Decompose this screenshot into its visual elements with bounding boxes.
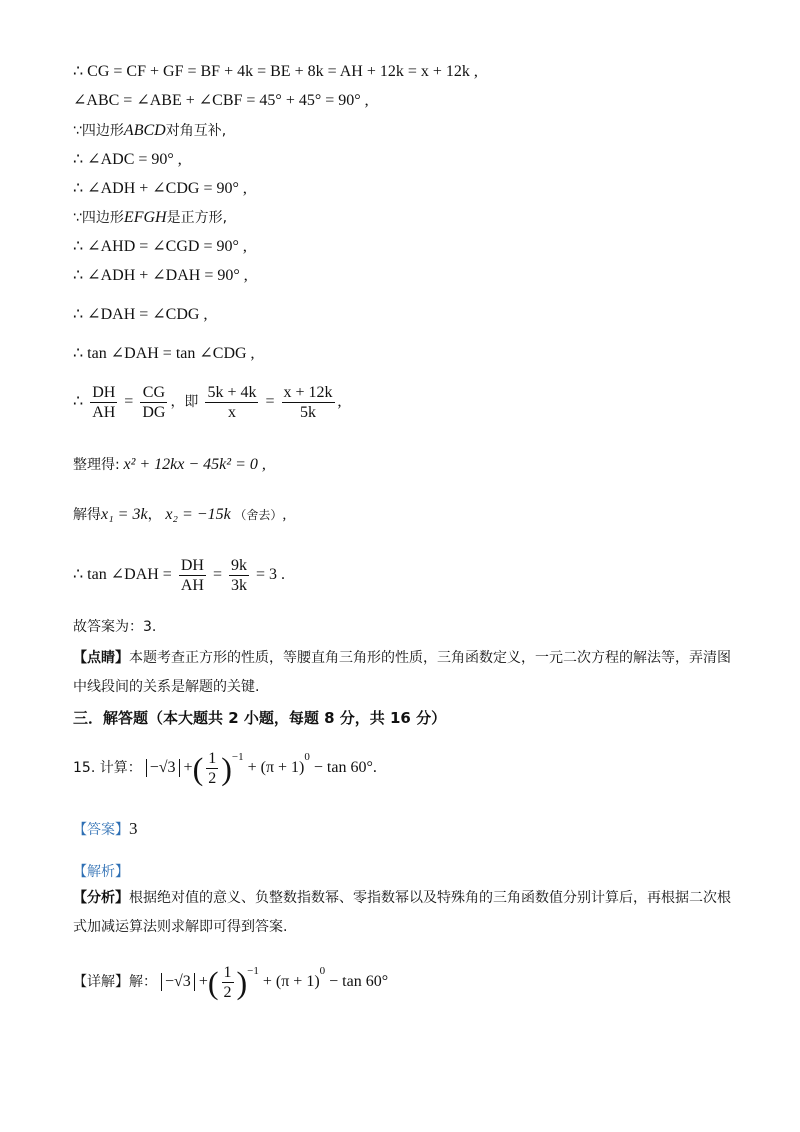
question-15: 15. 计算： −√3 +( $\frac{1}{2}$ )$^{-1} + (\pi + 1)^0 - \tan 60^\circ$. [73, 749, 377, 787]
absolute-value: −√3 [146, 759, 180, 777]
answer-tag: 【答案】 [73, 822, 129, 838]
line-ahd-cgd: ∴ ∠AHD = ∠CGD = 90° , [73, 238, 247, 255]
analysis-paragraph: 【分析】根据绝对值的意义、负整数指数幂、零指数幂以及特殊角的三角函数值分别计算后，再根据二次根式加减运算法则求解即可得到答案. [73, 890, 731, 935]
comment-paragraph: 【点睛】本题考查正方形的性质，等腰直角三角形的性质，三角函数定义，一元二次方程的解法等，弄清图中线段间的关系是解题的关键. [73, 650, 731, 695]
fraction-9k-3k: $\frac{9k}{3k}$ [230, 556, 247, 594]
line-tan-result: ∴ tan ∠DAH = $\frac{DH}{AH}$ = $\frac{9k}{3k}$ = 3 . [73, 556, 285, 594]
line-adh-cdg: ∴ ∠ADH + ∠CDG = 90° , [73, 180, 247, 197]
answer-value: 3 [129, 819, 138, 838]
analysis-tag: 【解析】 [73, 864, 129, 880]
detail-solution: 【详解】解： −√3 +( $\frac{1}{2}$ )$^{-1} + (\pi + 1)^0 - \tan 60^\circ$ [73, 963, 389, 1001]
line-adh-dah: ∴ ∠ADH + ∠DAH = 90° , [73, 267, 248, 284]
line-abcd-supplementary: ∵四边形ABCD对角互补, [73, 122, 227, 139]
fraction-x12k-5k: $\frac{x + 12k}{5k}$ [283, 383, 333, 421]
line-solutions: 解得x₁ = 3k， x₂ = −15k （舍去）, [73, 506, 287, 523]
fraction-half: $\frac{1}{2}$ [208, 749, 217, 787]
fraction-half-2: $\frac{1}{2}$ [223, 963, 232, 1001]
answer-statement: 故答案为：3. [73, 619, 157, 635]
section-heading: 三．解答题（本大题共 2 小题，每题 8 分，共 16 分） [73, 709, 447, 727]
fraction-cg-dg: $\frac{CG}{DG}$ [142, 383, 166, 421]
line-cg-equation: ∴ CG = CF + GF = BF + 4k = BE + 8k = AH + 12k = x + 12k , [73, 63, 478, 80]
line-tan-equal: ∴ tan ∠DAH = tan ∠CDG , [73, 345, 255, 362]
line-simplify: 整理得: x² + 12kx − 45k² = 0 , [73, 456, 266, 473]
absolute-value-2: −√3 [161, 973, 195, 991]
line-abc-angle: ∠ABC = ∠ABE + ∠CBF = 45° + 45° = 90° , [73, 92, 369, 109]
answer-row [73, 819, 138, 840]
fraction-dh-ah: $\frac{DH}{AH}$ [92, 383, 116, 421]
line-ratio-equation: ∴ $\frac{DH}{AH}$ = $\frac{CG}{DG}$ ，即 $\frac{5k + 4k}{x}$ = $\frac{x + 12k}{5k}$ , [73, 383, 342, 421]
line-dah-cdg: ∴ ∠DAH = ∠CDG , [73, 306, 208, 323]
line-efgh-square: ∵四边形EFGH是正方形, [73, 209, 228, 226]
fraction-dh-ah-2: $\frac{DH}{AH}$ [180, 556, 204, 594]
fraction-9k-x: $\frac{5k + 4k}{x}$ [207, 383, 257, 421]
line-adc-90: ∴ ∠ADC = 90° , [73, 151, 182, 168]
